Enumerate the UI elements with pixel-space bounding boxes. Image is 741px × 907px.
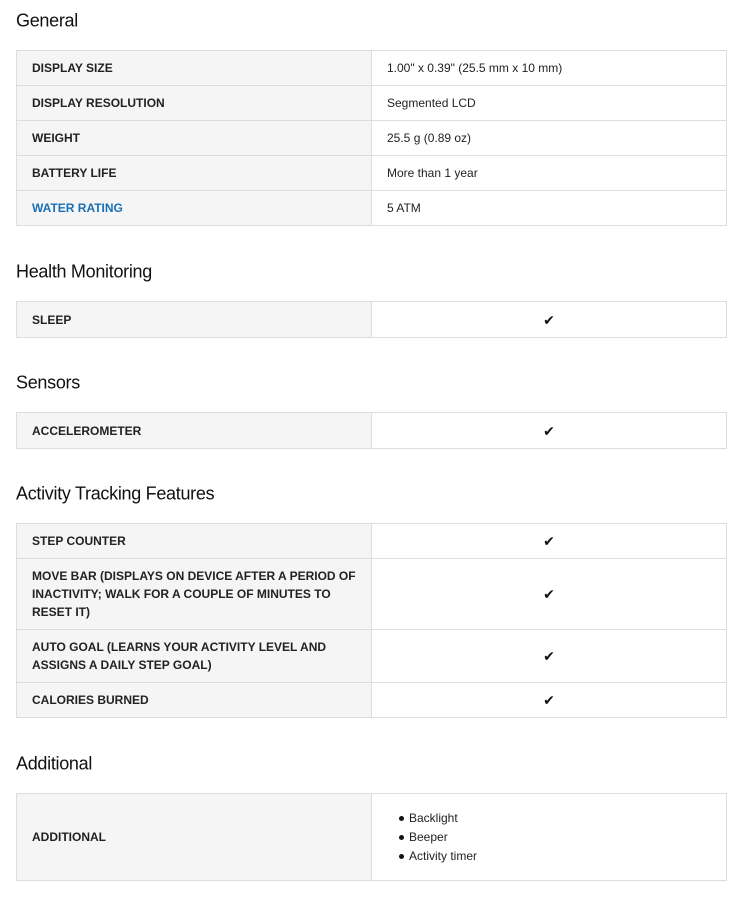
table-row	[17, 413, 727, 449]
spec-table-additional	[16, 793, 727, 881]
section-title-additional: Additional	[16, 752, 93, 774]
spec-value-battery-life: More than 1 year	[372, 156, 727, 191]
check-icon: ✔	[543, 422, 555, 439]
table-row	[17, 683, 727, 718]
section-title-sensors: Sensors	[16, 371, 80, 393]
spec-label-display-size: DISPLAY SIZE	[17, 51, 372, 86]
spec-table-health-monitoring	[16, 301, 727, 338]
spec-value-display-size: 1.00" x 0.39" (25.5 mm x 10 mm)	[372, 51, 727, 86]
section-title-general: General	[16, 9, 78, 31]
spec-label-display-resolution: DISPLAY RESOLUTION	[17, 86, 372, 121]
spec-label-battery-life: BATTERY LIFE	[17, 156, 372, 191]
section-title-activity-tracking: Activity Tracking Features	[16, 482, 215, 504]
table-row	[17, 559, 727, 630]
spec-label-accelerometer: ACCELEROMETER	[17, 413, 372, 449]
table-row	[17, 51, 727, 86]
spec-label-sleep: SLEEP	[17, 302, 372, 338]
spec-value-display-resolution: Segmented LCD	[372, 86, 727, 121]
spec-label-move-bar: MOVE BAR (DISPLAYS ON DEVICE AFTER A PERIOD OF INACTIVITY; WALK FOR A COUPLE OF MINUTES TO RESET IT)	[17, 559, 372, 630]
table-row	[17, 524, 727, 559]
spec-label-auto-goal: AUTO GOAL (LEARNS YOUR ACTIVITY LEVEL AND ASSIGNS A DAILY STEP GOAL)	[17, 630, 372, 683]
table-row	[17, 191, 727, 226]
spec-table-general	[16, 50, 727, 226]
spec-label-calories-burned: CALORIES BURNED	[17, 683, 372, 718]
table-row	[17, 302, 727, 338]
water-rating-link[interactable]: WATER RATING	[17, 191, 372, 226]
table-row	[17, 156, 727, 191]
table-row	[17, 794, 727, 881]
spec-value-weight: 25.5 g (0.89 oz)	[372, 121, 727, 156]
additional-features-list	[387, 809, 711, 866]
table-row	[17, 86, 727, 121]
spec-label-weight: WEIGHT	[17, 121, 372, 156]
spec-label-additional: ADDITIONAL	[17, 794, 372, 881]
check-icon: ✔	[543, 311, 555, 328]
check-icon: ✔	[543, 692, 555, 708]
list-item: Beeper	[387, 828, 711, 847]
spec-label-step-counter: STEP COUNTER	[17, 524, 372, 559]
table-row	[17, 121, 727, 156]
spec-table-activity-tracking	[16, 523, 727, 718]
section-title-health-monitoring: Health Monitoring	[16, 260, 152, 282]
spec-table-sensors	[16, 412, 727, 449]
check-icon: ✔	[543, 648, 555, 664]
list-item: Activity timer	[387, 847, 711, 866]
table-row	[17, 630, 727, 683]
check-icon: ✔	[543, 533, 555, 549]
list-item: Backlight	[387, 809, 711, 828]
spec-value-water-rating: 5 ATM	[372, 191, 727, 226]
check-icon: ✔	[543, 586, 555, 602]
